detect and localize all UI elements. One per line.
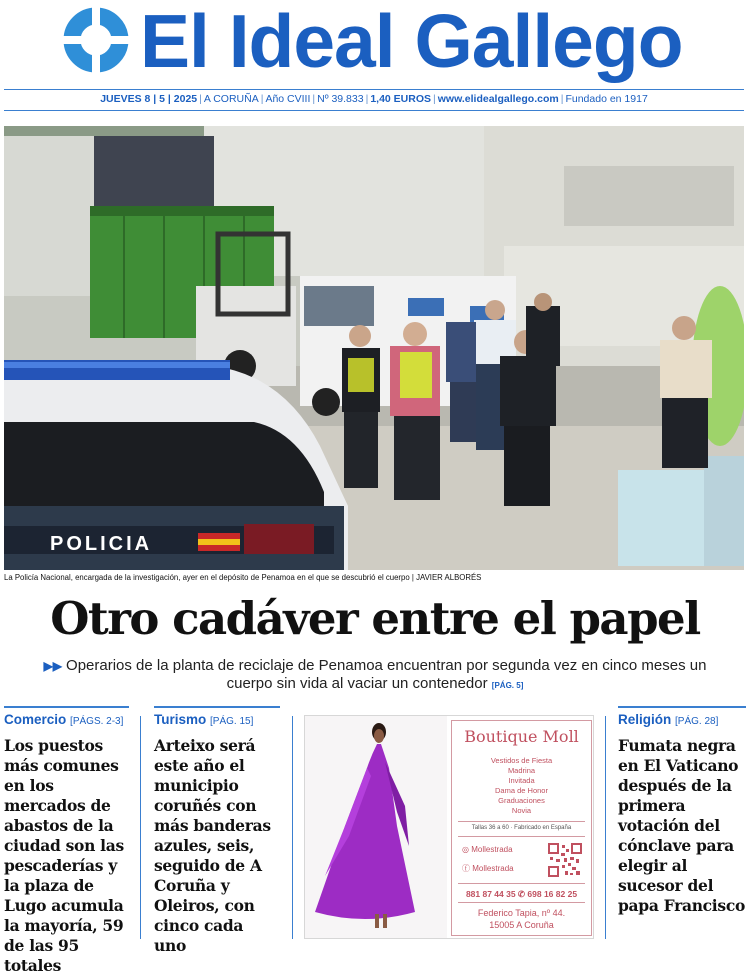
- price: 1,40 EUROS: [370, 93, 432, 105]
- column-text: Arteixo será este año el municipio coruñés con más banderas azules, seis, seguido de A Coruña y Oleiros, con cinco cada uno: [154, 736, 271, 955]
- ad-divider: [458, 821, 585, 822]
- column-divider: [618, 706, 746, 708]
- column-divider: [154, 706, 280, 708]
- column-rule: [140, 716, 141, 939]
- facebook-link[interactable]: ⓕ Mollestrada: [462, 864, 514, 873]
- column-text: Los puestos más comunes en los mercados de abastos de la ciudad son las pescaderías y la plaza de Lugo acumula la mayoría, 59 de las 95 totales: [4, 736, 124, 975]
- lead-subhead: [40, 657, 710, 694]
- ad-services: Vestidos de Fiesta Madrina Invitada Dama de Honor Graduaciones Novia: [490, 756, 553, 815]
- caption-text: La Policía Nacional, encargada de la investigación, ayer en el depósito de Penamoa en el que se descubrió el cuerpo: [4, 573, 410, 582]
- police-car-text: POLICIA: [50, 533, 153, 555]
- ad-divider: [458, 836, 585, 837]
- ad-divider: [458, 883, 585, 884]
- section-label: Religión [PÁG. 28]: [618, 712, 719, 727]
- dateline: JUEVES 8 | 5 | 2025 | A CORUÑA | Año CVIII | Nº 39.833 | 1,40 EUROS | www.elidealgallego.com | Fundado en 1917: [4, 89, 744, 111]
- section-label: Turismo [PÁG. 15]: [154, 712, 254, 727]
- section-label: Comercio [PÁGS. 2-3]: [4, 712, 124, 727]
- boutique-ad[interactable]: [304, 715, 594, 939]
- qr-code-icon: [548, 843, 582, 877]
- ad-info-box: [451, 720, 592, 936]
- photo-credit: JAVIER ALBORÉS: [416, 573, 482, 582]
- ad-sizes: Tallas 36 a 60 · Fabricado en España: [471, 825, 572, 831]
- ad-phones: 881 87 44 35 ✆ 698 16 82 25: [465, 889, 578, 899]
- double-arrow-icon: ▶▶: [43, 659, 63, 673]
- facebook-icon: ⓕ: [462, 864, 470, 873]
- issue-number: Nº 39.833: [317, 93, 364, 105]
- column-religion[interactable]: [618, 712, 746, 916]
- page-ref: [PÁG. 5]: [491, 681, 524, 690]
- boutique-name: Boutique Moll: [464, 727, 579, 746]
- founded: Fundado en 1917: [565, 93, 648, 105]
- ad-divider: [458, 902, 585, 903]
- ad-model-photo: [305, 716, 447, 938]
- subhead-text: Operarios de la planta de reciclaje de Penamoa encuentran por segunda vez en cinco meses un cuerpo sin vida al vaciar un contenedor: [66, 657, 707, 692]
- city: A CORUÑA: [203, 93, 259, 105]
- photo-illustration: [4, 126, 744, 570]
- newspaper-title: El Ideal Gallego: [140, 0, 683, 83]
- column-divider: [4, 706, 129, 708]
- instagram-icon: ◎: [462, 845, 469, 854]
- website-link[interactable]: www.elidealgallego.com: [437, 93, 559, 105]
- date: JUEVES 8 | 5 | 2025: [100, 93, 198, 105]
- column-comercio[interactable]: [4, 712, 132, 976]
- logo-ring-icon: [62, 6, 130, 74]
- lead-headline[interactable]: Otro cadáver entre el papel: [50, 592, 700, 645]
- year: Año CVIII: [265, 93, 311, 105]
- main-photo: [4, 126, 744, 570]
- masthead: [0, 0, 750, 86]
- ad-address: Federico Tapia, nº 44. 15005 A Coruña: [477, 908, 566, 930]
- column-rule: [605, 716, 606, 939]
- photo-caption: La Policía Nacional, encargada de la investigación, ayer en el depósito de Penamoa en el que se descubrió el cuerpo | JAVIER ALBORÉS: [4, 573, 482, 582]
- column-rule: [292, 716, 293, 939]
- column-turismo[interactable]: [154, 712, 280, 956]
- instagram-link[interactable]: ◎ Mollestrada: [462, 845, 513, 854]
- column-text: Fumata negra en El Vaticano después de la primera votación del cónclave para elegir al sucesor del papa Francisco: [618, 736, 745, 915]
